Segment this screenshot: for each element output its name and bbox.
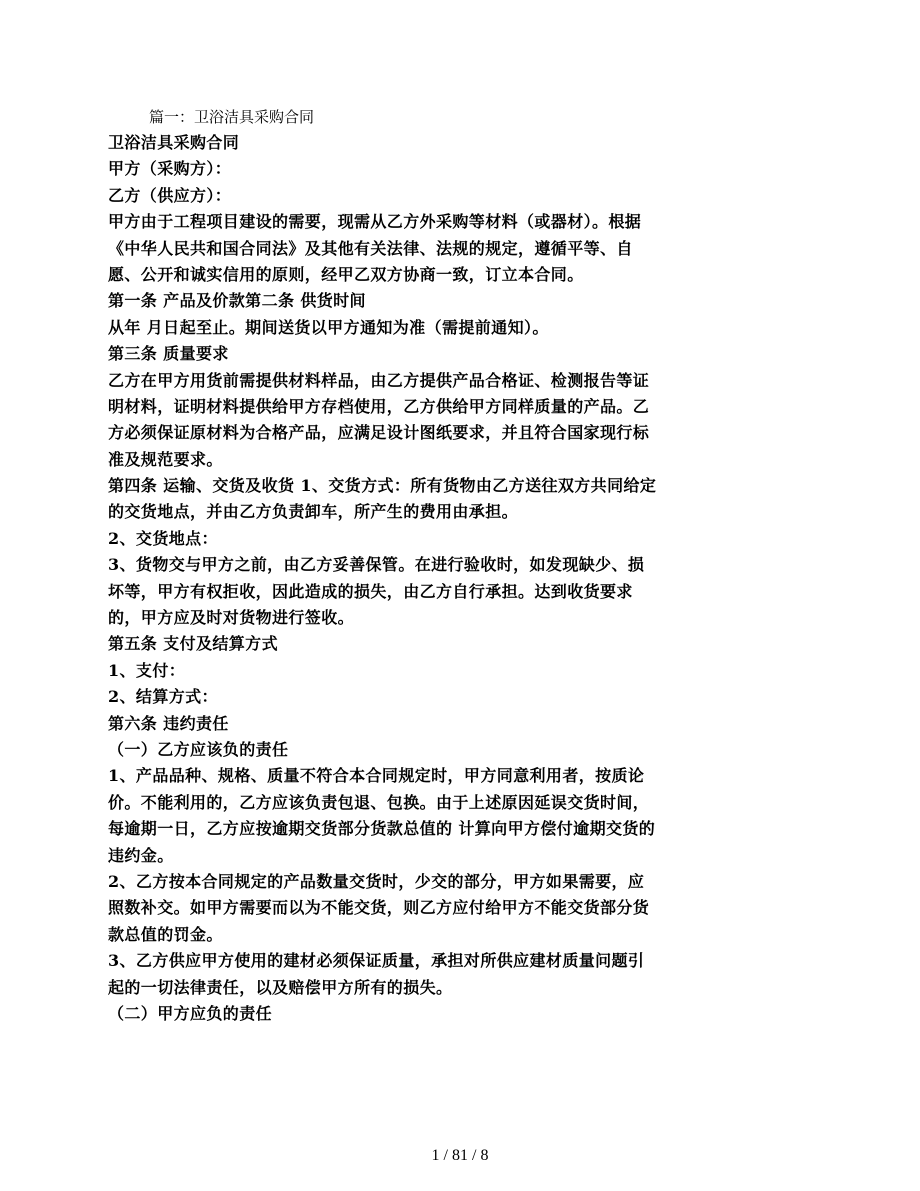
text-line: 甲方由于工程项目建设的需要，现需从乙方外采购等材料（或器材）。根据 [108,212,642,232]
text-line: （二）甲方应负的责任 [108,1003,273,1023]
text-line: 准及规范要求。 [108,449,223,469]
text-line: 第三条 质量要求 [108,344,229,364]
text-line: 的交货地点，并由乙方负责卸车，所产生的费用由承担。 [108,502,519,522]
text-line: 卫浴洁具采购合同 [108,133,240,152]
text-line: （一）乙方应该负的责任 [108,739,289,759]
text-line: 《中华人民共和国合同法》及其他有关法律、法规的规定，遵循平等、自 [108,238,633,258]
text-line: 的，甲方应及时对货物进行签收。 [108,608,355,628]
text-line: 2、结算方式： [108,687,218,707]
text-line: 方必须保证原材料为合格产品，应满足设计图纸要求，并且符合国家现行标 [108,423,650,443]
text-line: 甲方（采购方）： [108,159,232,179]
text-line: 坏等，甲方有权拒收，因此造成的损失，由乙方自行承担。达到收货要求 [108,581,633,601]
text-line: 第五条 支付及结算方式 [108,634,278,654]
text-line: 乙方（供应方）： [108,185,232,205]
text-line: 第四条 运输、交货及收货 1、交货方式：所有货物由乙方送往双方共同给定 [108,476,657,496]
text-line: 款总值的罚金。 [108,924,223,944]
text-line: 1、支付： [108,660,186,680]
page-number-footer: 1 / 81 / 8 [431,1147,489,1164]
text-line: 3、乙方供应甲方使用的建材必须保证质量，承担对所供应建材质量问题引 [108,951,645,971]
text-line: 从年 月日起至止。期间送货以甲方通知为准（需提前通知）。 [108,317,549,337]
text-line: 违约金。 [108,845,174,865]
text-line: 第六条 违约责任 [108,713,229,733]
text-line: 第一条 产品及价款第二条 供货时间 [108,291,366,311]
text-line: 2、乙方按本合同规定的产品数量交货时，少交的部分，甲方如果需要，应 [108,871,645,891]
text-line: 2、交货地点： [108,528,218,548]
text-line: 明材料，证明材料提供给甲方存档使用，乙方供给甲方同样质量的产品。乙 [108,396,650,416]
text-line: 愿、公开和诚实信用的原则，经甲乙双方协商一致，订立本合同。 [108,264,584,284]
document-heading: 篇一：卫浴洁具采购合同 [149,110,315,126]
text-line: 价。不能利用的，乙方应该负责包退、包换。由于上述原因延误交货时间， [108,792,650,812]
contract-body [108,130,813,1027]
text-line: 起的一切法律责任，以及赔偿甲方所有的损失。 [108,977,453,997]
text-line: 1、产品品种、规格、质量不符合本合同规定时，甲方同意利用者，按质论 [108,766,645,786]
text-line: 乙方在甲方用货前需提供材料样品，由乙方提供产品合格证、检测报告等证 [108,370,650,390]
text-line: 每逾期一日，乙方应按逾期交货部分货款总值的 计算向甲方偿付逾期交货的 [108,819,656,839]
text-line: 照数补交。如甲方需要而以为不能交货，则乙方应付给甲方不能交货部分货 [108,898,650,918]
text-line: 3、货物交与甲方之前，由乙方妥善保管。在进行验收时，如发现缺少、损 [108,555,645,575]
